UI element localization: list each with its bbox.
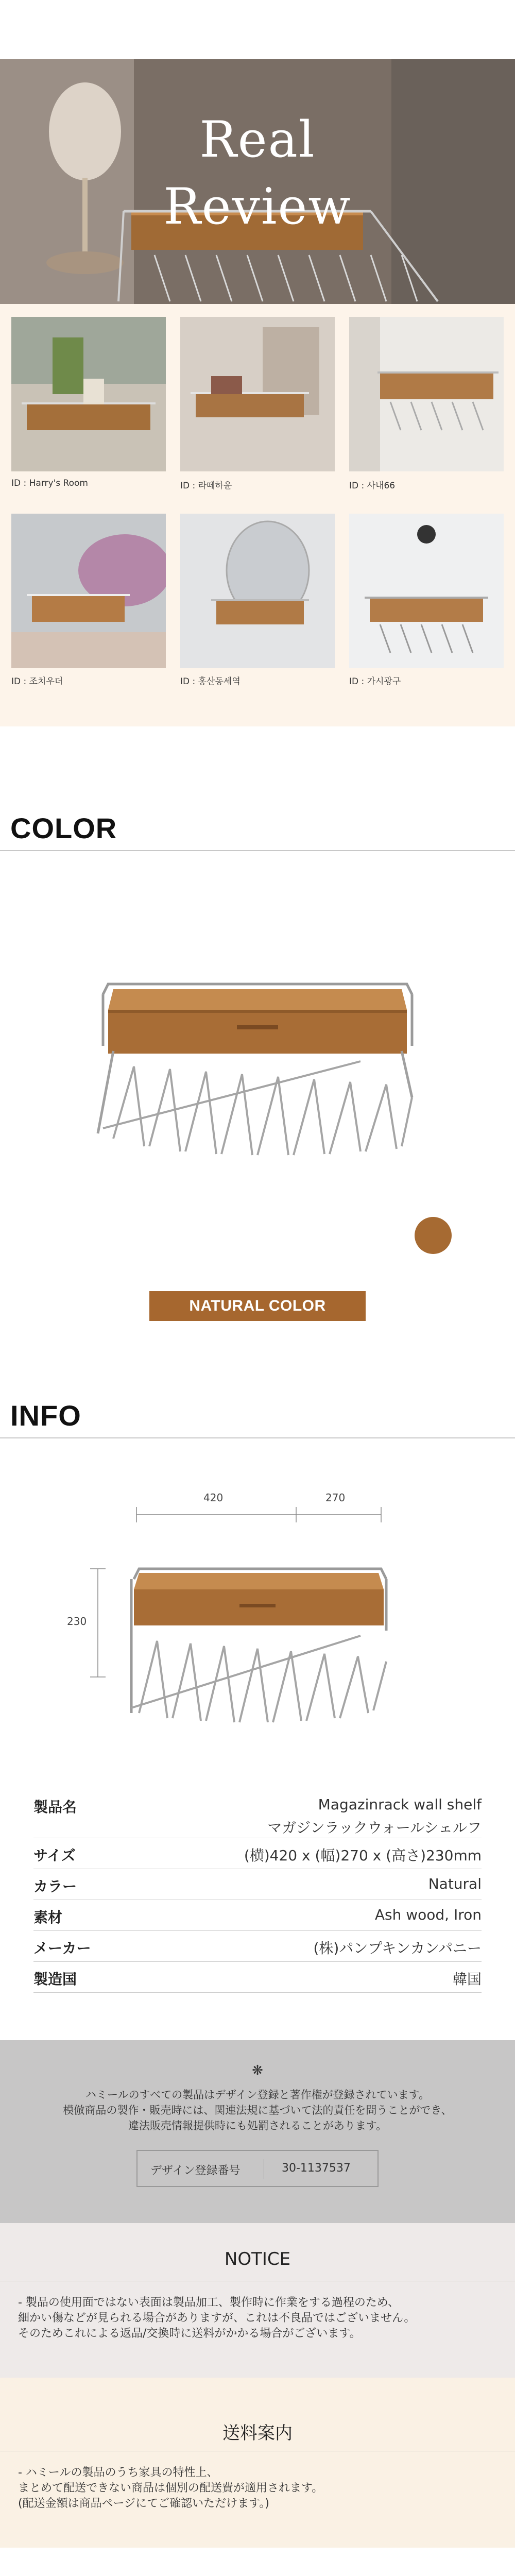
- spec-row-origin: [33, 1962, 482, 1993]
- spec-key: カラー: [33, 1878, 77, 1895]
- design-notice-line2: 模倣商品の製作・販売時には、関連法規に基づいて法的責任を問うことができ、: [63, 2104, 452, 2116]
- spec-row-size: [33, 1838, 482, 1869]
- notice-line2: 細かい傷などが見られる場合がありますが、これは不良品ではございません。: [18, 2312, 416, 2325]
- info-section-heading: INFO: [10, 1399, 81, 1432]
- notice-title: NOTICE: [224, 2249, 291, 2269]
- real-review-hero: [0, 59, 515, 304]
- review-photo-grid: [0, 304, 515, 726]
- dimension-depth-label: 270: [325, 1492, 346, 1504]
- shipping-line2: まとめて配送できない商品は個別の配送費が適用されます。: [18, 2482, 323, 2495]
- review-id-6: ID : 가시광구: [349, 676, 401, 687]
- spec-key: 製造国: [33, 1971, 77, 1988]
- design-registration-box: [136, 2150, 379, 2187]
- spec-key: 製品名: [33, 1799, 77, 1816]
- spec-row-color: [33, 1869, 482, 1900]
- spec-row-material: [33, 1900, 482, 1931]
- shipping-title: 送料案内: [222, 2423, 293, 2444]
- spec-key: サイズ: [33, 1847, 76, 1864]
- review-photo-1: [11, 317, 166, 471]
- spec-table: [33, 1793, 482, 1993]
- review-id-3: ID : 사내66: [349, 481, 396, 491]
- design-registration-label: デザイン登録番号: [150, 2164, 241, 2177]
- dimension-height-label: 230: [67, 1615, 87, 1628]
- dimension-width-label: 420: [203, 1492, 224, 1504]
- notice-line1: - 製品の使用面ではない表面は製品加工、製作時に作業をする過程のため、: [18, 2296, 400, 2309]
- review-id-2: ID : 라떼하윤: [180, 481, 232, 491]
- design-registration-number: 30-1137537: [282, 2162, 351, 2175]
- info-section-divider: [0, 1437, 515, 1438]
- color-section-divider: [0, 850, 515, 851]
- shipping-info-block: [0, 2378, 515, 2548]
- shipping-line3: (配送金額は商品ページにてご確認いただけます。): [18, 2497, 269, 2510]
- review-photo-2: [180, 317, 335, 471]
- review-photo-4: [11, 514, 166, 668]
- spec-value: 韓国: [452, 1971, 482, 1988]
- product-image-natural: [93, 974, 422, 1170]
- spec-value: (横)420 x (幅)270 x (高さ)230mm: [244, 1847, 482, 1864]
- color-section-heading: COLOR: [10, 812, 117, 844]
- dimension-diagram: [82, 1507, 422, 1734]
- spec-value: Natural: [428, 1875, 482, 1892]
- design-notice-line1: ハミールのすべての製品はデザイン登録と著作権が登録されています。: [85, 2089, 430, 2101]
- review-photo-3: [349, 317, 504, 471]
- spec-value-alt: マガジンラックウォールシェルフ: [267, 1819, 482, 1836]
- spec-value: Magazinrack wall shelf: [318, 1796, 482, 1813]
- spec-key: 素材: [33, 1909, 63, 1926]
- notice-line3: そのためこれによる返品/交換時に送料がかかる場合がございます。: [18, 2327, 361, 2340]
- review-id-5: ID : 홍산동세역: [180, 676, 241, 687]
- spec-value: (株)パンプキンカンパニー: [313, 1940, 482, 1957]
- review-id-1: ID : Harry's Room: [11, 478, 88, 488]
- spec-row-maker: [33, 1931, 482, 1962]
- hero-title-line1: Real: [199, 111, 316, 168]
- color-swatch-natural[interactable]: [415, 1217, 452, 1254]
- notice-star-icon: ❋: [252, 2063, 263, 2078]
- design-notice-line3: 違法販売情報提供時にも処罰されることがあります。: [128, 2120, 387, 2132]
- spec-key: メーカー: [33, 1940, 91, 1957]
- review-id-4: ID : 조치우더: [11, 676, 63, 687]
- hero-title-line2: Review: [163, 178, 352, 235]
- review-photo-5: [180, 514, 335, 668]
- review-photo-6: [349, 514, 504, 668]
- spec-row-name: [33, 1793, 482, 1838]
- shipping-line1: - ハミールの製品のうち家具の特性上、: [18, 2466, 218, 2479]
- color-label-natural: NATURAL COLOR: [149, 1291, 366, 1321]
- spec-value: Ash wood, Iron: [374, 1906, 482, 1923]
